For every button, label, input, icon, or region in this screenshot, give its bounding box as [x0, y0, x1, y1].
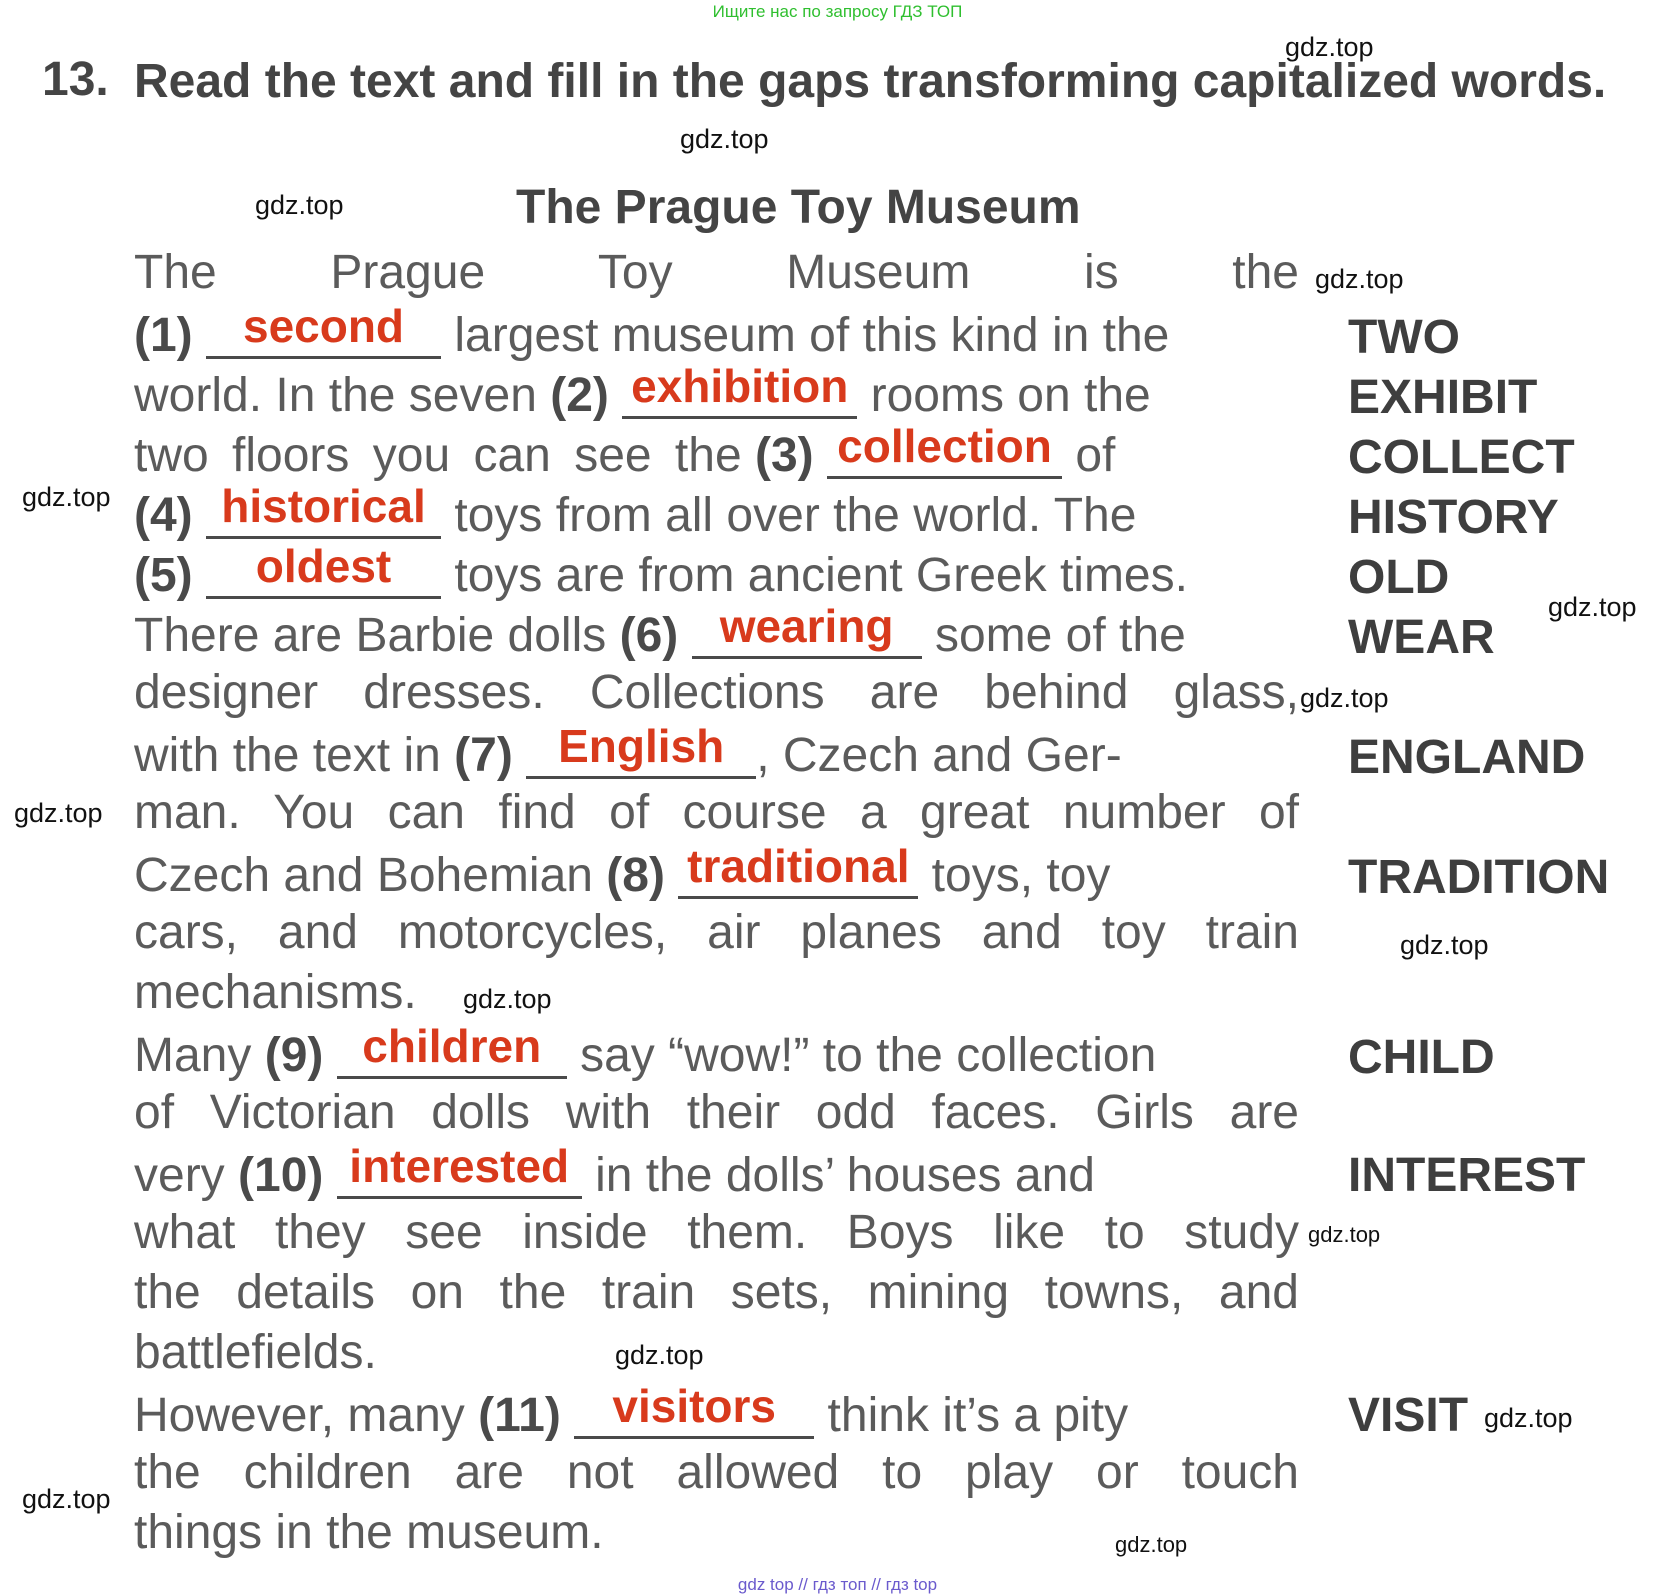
text-line — [134, 540, 1299, 602]
answer-gap — [206, 480, 441, 539]
gap-number: (1) — [134, 309, 193, 362]
text-line — [134, 480, 1299, 542]
answer: second — [242, 300, 405, 352]
text-line: mechanisms. — [134, 966, 417, 1019]
gap-number: (8) — [606, 849, 665, 902]
exercise-instruction: Read the text and fill in the gaps transforming capitalized words. — [134, 55, 1607, 108]
exercise-number: 13. — [42, 53, 109, 106]
answer-gap — [622, 360, 857, 419]
text-line: The Prague Toy Museum is the — [134, 246, 1299, 299]
text-line — [134, 1380, 1299, 1442]
gap-number: (9) — [264, 1029, 324, 1082]
keyword-exhibit: EXHIBIT — [1348, 371, 1538, 424]
story-title: The Prague Toy Museum — [516, 181, 1081, 234]
gap-number: (7) — [454, 729, 513, 782]
keyword-collect: COLLECT — [1348, 431, 1575, 484]
gap-number: (6) — [619, 609, 679, 662]
gap-number: (4) — [134, 489, 193, 542]
text-segment: very — [134, 1149, 225, 1202]
keyword-old: OLD — [1348, 551, 1450, 604]
watermark: gdz.top — [615, 1340, 704, 1370]
keyword-tradition: TRADITION — [1348, 851, 1610, 904]
answer: oldest — [255, 540, 392, 592]
text-segment: toys are from ancient Greek times. — [454, 549, 1188, 602]
text-segment: Czech and Bohemian — [134, 849, 593, 902]
gap-number: (2) — [550, 369, 609, 422]
answer: historical — [221, 480, 426, 532]
watermark: gdz.top — [1115, 1532, 1188, 1557]
keyword-england: ENGLAND — [1348, 731, 1586, 784]
watermark: gdz.top — [14, 798, 103, 828]
text-line — [134, 1140, 1299, 1202]
keyword-interest: INTEREST — [1348, 1149, 1586, 1202]
text-segment: Many — [134, 1029, 252, 1082]
watermark: gdz.top — [1285, 32, 1374, 62]
answer: exhibition — [631, 360, 849, 412]
text-segment: toys, toy — [931, 849, 1111, 902]
answer-gap — [827, 420, 1062, 479]
text-segment: However, many — [134, 1389, 465, 1442]
answer: children — [362, 1020, 542, 1072]
watermark: gdz.top — [1315, 264, 1404, 294]
text-line — [134, 300, 1299, 362]
text-line — [134, 360, 1299, 422]
answer: English — [558, 720, 725, 772]
text-segment: in the dolls’ houses and — [595, 1149, 1095, 1202]
footer-note: gdz top // гдз топ // гдз top — [737, 1575, 938, 1594]
text-segment: of — [1075, 429, 1116, 482]
text-segment: think it’s a pity — [827, 1389, 1129, 1442]
text-segment: some of the — [934, 609, 1186, 662]
watermark: gdz.top — [1300, 683, 1389, 713]
text-segment: There are Barbie dolls — [134, 609, 607, 662]
text-line: designer dresses. Collections are behind glass, — [134, 666, 1299, 719]
answer-gap — [337, 1140, 582, 1199]
answer-gap — [206, 300, 441, 359]
text-segment: with the text in — [134, 729, 441, 782]
text-line: the children are not allowed to play or touch — [134, 1446, 1299, 1499]
answer: traditional — [687, 840, 910, 892]
text-line: things in the museum. — [134, 1506, 604, 1559]
text-segment: largest museum of this kind in the — [454, 309, 1170, 362]
text-line — [134, 420, 1299, 482]
text-line: what they see inside them. Boys like to study — [134, 1206, 1299, 1259]
keyword-history: HISTORY — [1348, 491, 1559, 544]
watermark: gdz.top — [22, 482, 111, 512]
text-segment: , Czech and Ger- — [756, 729, 1122, 782]
gap-number: (11) — [478, 1389, 561, 1442]
text-line — [134, 600, 1299, 662]
watermark: gdz.top — [1484, 1403, 1573, 1433]
answer-gap — [574, 1380, 814, 1439]
gap-number: (5) — [134, 549, 193, 602]
answer: visitors — [612, 1380, 777, 1432]
text-segment: say “wow!” to the collection — [580, 1029, 1157, 1082]
gap-number: (10) — [238, 1149, 324, 1202]
answer: collection — [837, 420, 1052, 472]
keyword-wear: WEAR — [1348, 611, 1495, 664]
text-line: man. You can find of course a great number of — [134, 786, 1299, 839]
text-segment: two floors you can see the — [134, 429, 742, 482]
answer-gap — [526, 720, 756, 779]
text-line — [134, 1020, 1299, 1082]
answer-gap — [206, 540, 441, 599]
text-line: of Victorian dolls with their odd faces. Girls are — [134, 1086, 1299, 1139]
watermark: gdz.top — [1308, 1222, 1381, 1247]
answer-gap — [678, 840, 918, 899]
text-line: cars, and motorcycles, air planes and toy train — [134, 906, 1299, 959]
gap-number: (3) — [755, 429, 814, 482]
text-segment: toys from all over the world. The — [454, 489, 1137, 542]
text-line — [134, 720, 1299, 782]
text-segment: rooms on the — [870, 369, 1151, 422]
answer-gap — [337, 1020, 567, 1079]
watermark: gdz.top — [680, 124, 769, 154]
text-line: the details on the train sets, mining towns, and — [134, 1266, 1299, 1319]
text-line — [134, 840, 1299, 902]
text-line: battlefields. — [134, 1326, 377, 1379]
watermark: gdz.top — [463, 984, 552, 1014]
answer: wearing — [719, 600, 894, 652]
answer: interested — [349, 1140, 570, 1192]
watermark: gdz.top — [1548, 592, 1637, 622]
header-note: Ищите нас по запросу ГДЗ ТОП — [712, 2, 963, 21]
text-segment: world. In the seven — [134, 369, 537, 422]
keyword-child: CHILD — [1348, 1031, 1495, 1084]
keyword-visit: VISIT — [1348, 1389, 1469, 1442]
keyword-two: TWO — [1348, 311, 1460, 364]
watermark: gdz.top — [22, 1484, 111, 1514]
answer-gap — [692, 600, 922, 659]
watermark: gdz.top — [1400, 930, 1489, 960]
watermark: gdz.top — [255, 190, 344, 220]
